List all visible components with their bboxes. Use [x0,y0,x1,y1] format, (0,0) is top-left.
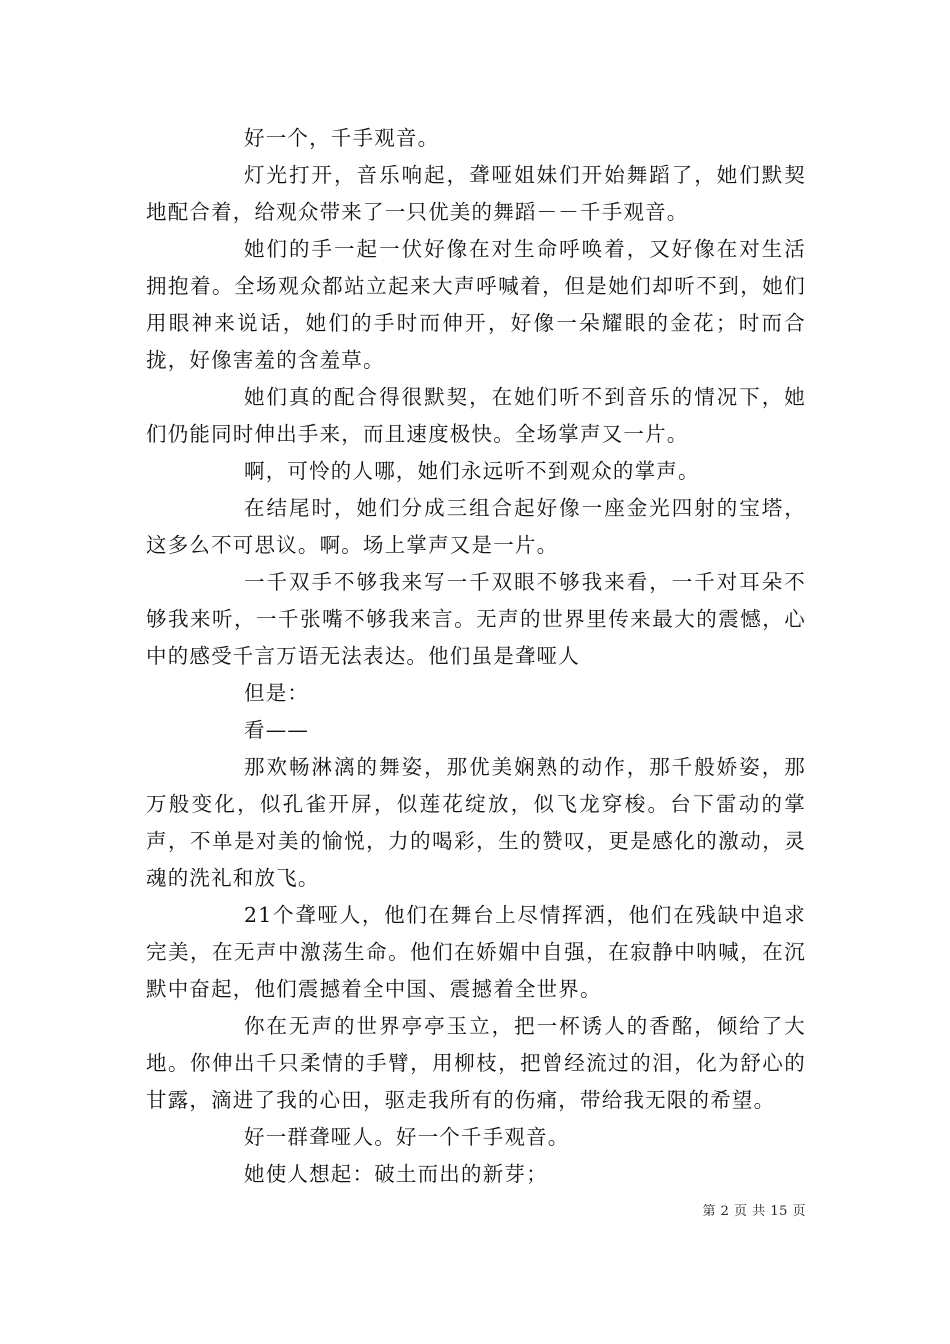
paragraph: 她使人想起：破土而出的新芽； [244,1162,548,1186]
paragraph: 一千双手不够我来写一千双眼不够我来看，一千对耳朵不够我来听，一千张嘴不够我来言。无声的世界里传来最大的震憾，心中的感受千言万语无法表达。他们虽是聋哑人 [146,570,806,668]
paragraph: 她们真的配合得很默契，在她们听不到音乐的情况下，她们仍能同时伸出手来，而且速度极快。全场掌声又一片。 [146,385,806,446]
paragraph: 21个聋哑人，他们在舞台上尽情挥洒，他们在残缺中追求完美，在无声中激荡生命。他们在娇媚中自强，在寂静中呐喊，在沉默中奋起，他们震撼着全中国、震撼着全世界。 [146,903,806,1001]
paragraph: 但是： [244,681,310,705]
paragraph: 那欢畅淋漓的舞姿，那优美娴熟的动作，那千般娇姿，那万般变化，似孔雀开屏，似莲花绽放，似飞龙穿梭。台下雷动的掌声，不单是对美的愉悦，力的喝彩，生的赞叹，更是感化的激动，灵魂的洗礼和放飞。 [146,755,806,890]
page-number-footer: 第 2 页 共 15 页 [702,1204,806,1219]
paragraph: 灯光打开，音乐响起，聋哑姐妹们开始舞蹈了，她们默契地配合着，给观众带来了一只优美的舞蹈－－千手观音。 [146,163,806,224]
paragraph: 啊，可怜的人哪，她们永远听不到观众的掌声。 [244,459,700,483]
paragraph: 在结尾时，她们分成三组合起好像一座金光四射的宝塔，这多么不可思议。啊。场上掌声又是一片。 [146,496,806,557]
paragraph: 好一群聋哑人。好一个千手观音。 [244,1125,570,1149]
paragraph: 你在无声的世界亭亭玉立，把一杯诱人的香酩，倾给了大地。你伸出千只柔情的手臂，用柳枝，把曾经流过的泪，化为舒心的甘露，滴进了我的心田，驱走我所有的伤痛，带给我无限的希望。 [146,1014,806,1112]
document-body [146,120,806,1193]
paragraph: 她们的手一起一伏好像在对生命呼唤着，又好像在对生活拥抱着。全场观众都站立起来大声呼喊着，但是她们却听不到，她们用眼神来说话，她们的手时而伸开，好像一朵耀眼的金花；时而合拢，好像害羞的含羞草。 [146,237,806,372]
paragraph: 好一个，千手观音。 [244,126,440,150]
paragraph: 看—— [244,718,310,742]
